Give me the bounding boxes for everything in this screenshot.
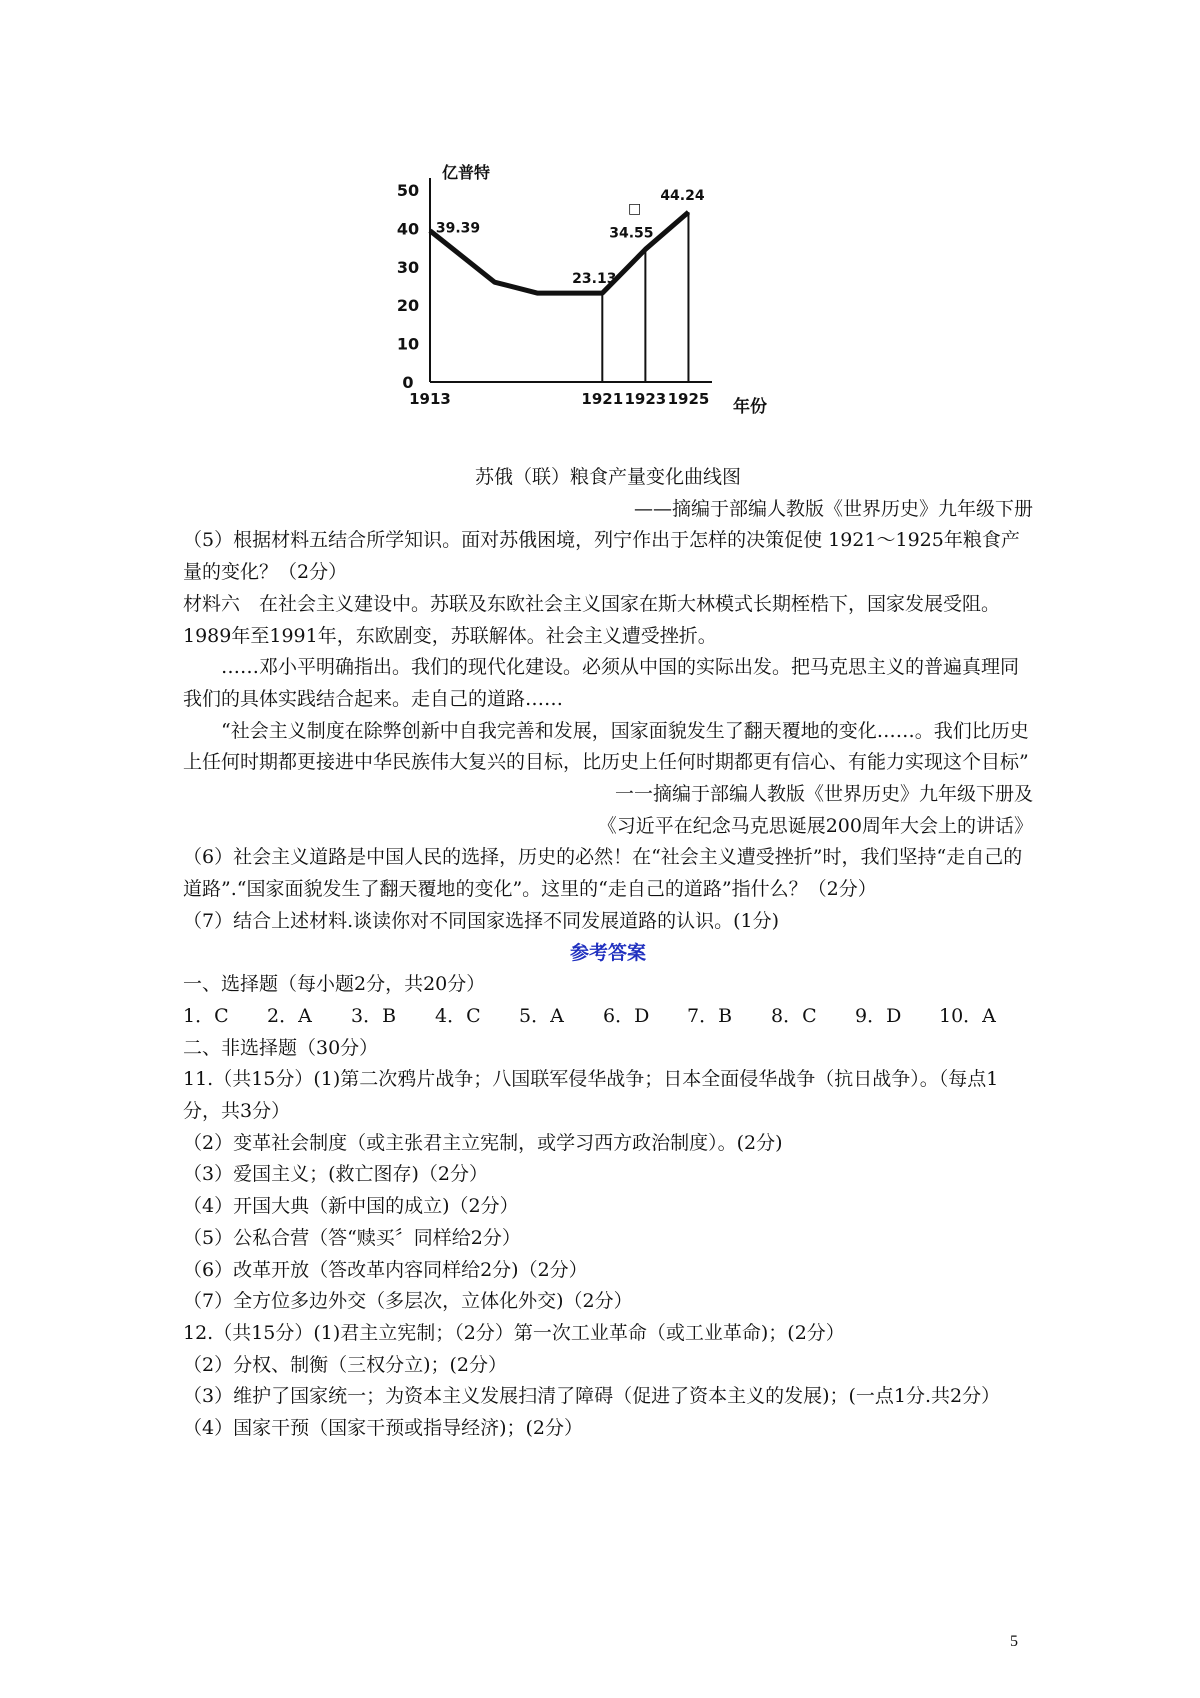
question-6: （6）社会主义道路是中国人民的选择，历史的必然！在“社会主义遭受挫折”时，我们坚持“走自己的道路”.“国家面貌发生了翻天覆地的变化”。这里的“走自己的道路”指什么？（2分） [183,846,1023,901]
source-citation-1: ——摘编于部编人教版《世界历史》九年级下册 [633,497,1033,520]
page-content [183,462,1033,1445]
material-6-paragraph-2: ……邓小平明确指出。我们的现代化建设。必须从中国的实际出发。把马克思主义的普遍真理同我们的具体实践结合起来。走自己的道路…… [183,656,1020,710]
choice-answer: 2．A [267,1004,312,1027]
answer-11-part-5: （5）公私合营（答“赎买〞同样给2分） [183,1226,521,1249]
choice-answer: 3．B [351,1004,397,1027]
source-citation-2b: 《习近平在纪念马克思诞展200周年大会上的讲话》 [597,814,1033,837]
answer-12-part-4: （4）国家干预（国家干预或指导经济)；(2分） [183,1417,584,1440]
question-7: （7）结合上述材料.谈读你对不同国家选择不同发展道路的认识。(1分) [183,909,780,932]
section-1-heading: 一、选择题（每小题2分，共20分） [183,973,486,996]
choice-answer: 9．D [855,1004,902,1027]
material-6-paragraph-1: 材料六 在社会主义建设中。苏联及东欧社会主义国家在斯大林模式长期桎梏下，国家发展受阻。1989年至1991年，东欧剧变，苏联解体。社会主义遭受挫折。 [183,592,1001,647]
chart-caption: 苏俄（联）粮食产量变化曲线图 [474,466,741,488]
choice-answer: 1．C [183,1004,229,1027]
y-tick-label: 20 [396,296,420,316]
grain-output-chart [370,160,830,460]
y-tick-label: 10 [396,334,420,354]
answer-11-part-2: （2）变革社会制度（或主张君主立宪制，或学习西方政治制度）。(2分) [183,1131,783,1154]
x-tick-label: 1923 [624,390,667,408]
y-axis-label: 亿普特 [441,163,491,182]
y-tick-label: 30 [396,257,420,277]
y-tick-label: 0 [402,373,414,392]
source-citation-2a: 一一摘编于部编人教版《世界历史》九年级下册及 [614,783,1033,806]
marker-square-icon: □ [627,201,642,218]
data-label: 34.55 [609,225,654,242]
choice-answer: 7．B [687,1004,733,1027]
answer-11-part-4: （4）开国大典（新中国的成立)（2分） [183,1195,519,1218]
data-label: 44.24 [660,188,705,205]
data-label: 39.39 [435,220,481,237]
section-2-heading: 二、非选择题（30分） [183,1036,379,1059]
answer-key-title: 参考答案 [569,941,646,964]
y-tick-label: 40 [396,219,420,239]
choice-answers [183,1001,1033,1033]
x-tick-label: 1925 [667,390,710,408]
y-tick-label: 50 [396,181,420,200]
choice-answer: 6．D [603,1004,650,1027]
x-axis-label: 年份 [733,397,767,417]
choice-answer: 10．A [939,1004,996,1027]
answer-12-part-2: （2）分权、制衡（三权分立)；(2分） [183,1353,508,1376]
answer-11-part-7: （7）全方位多边外交（多层次，立体化外交)（2分） [183,1290,633,1313]
data-label: 23.13 [572,271,617,288]
material-6-paragraph-3: “社会主义制度在除弊创新中自我完善和发展，国家面貌发生了翻天覆地的变化……。我们比历史上任何时期都更接进中华民族伟大复兴的目标，比历史上任何时期都更有信心、有能力实现这个目标” [183,719,1029,774]
choice-answer: 5．A [519,1004,564,1027]
grain-output-chart-svg [370,160,830,460]
answer-11-part-1: 11.（共15分）(1)第二次鸦片战争；八国联军侵华战争；日本全面侵华战争（抗日战争）。（每点1分，共3分） [183,1068,999,1123]
x-tick-label: 1921 [581,390,624,408]
answer-12-part-1: 12.（共15分）(1)君主立宪制；（2分）第一次工业革命（或工业革命)；(2分） [183,1321,845,1344]
answer-11-part-3: （3）爱国主义；(救亡图存)（2分） [183,1163,489,1186]
answer-12-part-3: （3）维护了国家统一；为资本主义发展扫清了障碍（促进了资本主义的发展)；(一点1分.共2分） [183,1385,1001,1408]
question-5: （5）根据材料五结合所学知识。面对苏俄困境，列宁作出于怎样的决策促使 1921～1925年粮食产量的变化？（2分） [183,529,1020,584]
x-tick-label: 1913 [409,390,451,408]
choice-answer: 4．C [435,1004,481,1027]
choice-answer: 8．C [771,1004,817,1027]
answer-11-part-6: （6）改革开放（答改革内容同样给2分)（2分） [183,1258,588,1281]
page-number: 5 [1010,1633,1018,1650]
